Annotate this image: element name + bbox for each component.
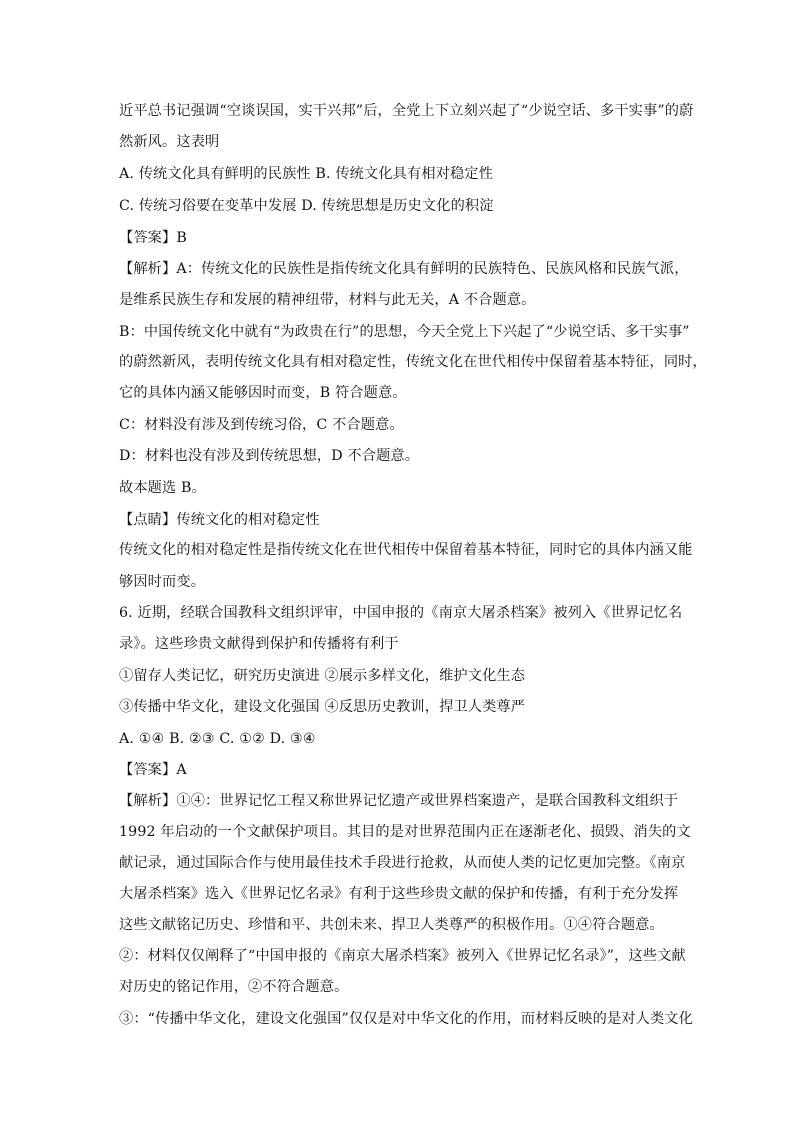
analysis-line: 的蔚然新风，表明传统文化具有相对稳定性，传统文化在世代相传中保留着基本特征，同时， <box>119 354 707 370</box>
tip-heading: 【点睛】传统文化的相对稳定性 <box>119 512 320 528</box>
analysis-line: C：材料没有涉及到传统习俗，C 不合题意。 <box>119 417 404 433</box>
analysis-line: 大屠杀档案》选入《世界记忆名录》有利于这些珍贵文献的保护和传播，有利于充分发挥 <box>119 886 679 902</box>
analysis-line: 【解析】A：传统文化的民族性是指传统文化具有鲜明的民族特色、民族风格和民族气派， <box>119 261 689 277</box>
answer-line: 【答案】B <box>119 230 187 246</box>
question-option-line: A. 传统文化具有鲜明的民族性 B. 传统文化具有相对稳定性 <box>119 166 494 182</box>
question-option-line: ③传播中华文化，建设文化强国 ④反思历史教训，捍卫人类尊严 <box>119 699 526 715</box>
tip-line: 够因时而变。 <box>119 574 206 590</box>
answer-line: 【答案】A <box>119 762 187 778</box>
analysis-line: ②：材料仅仅阐释了“中国申报的《南京大屠杀档案》被列入《世界记忆名录》”，这些文献 <box>119 948 686 964</box>
analysis-line: 1992 年启动的一个文献保护项目。其目的是对世界范围内正在逐渐老化、损毁、消失的文 <box>119 824 691 840</box>
tip-line: 传统文化的相对稳定性是指传统文化在世代相传中保留着基本特征，同时它的具体内涵又能 <box>119 542 693 558</box>
analysis-line: 是维系民族生存和发展的精神纽带，材料与此无关，A 不合题意。 <box>119 292 536 308</box>
analysis-line: 献记录，通过国际合作与使用最佳技术手段进行抢救，从而使人类的记忆更加完整。《南京 <box>119 855 686 871</box>
question-stem: 录》。这些珍贵文献得到保护和传播将有利于 <box>119 636 399 652</box>
analysis-line: D：材料也没有涉及到传统思想，D 不合题意。 <box>119 448 420 464</box>
analysis-line: 这些文献铭记历史、珍惜和平、共创未来、捍卫人类尊严的积极作用。①④符合题意。 <box>119 917 664 933</box>
question-option-line: C. 传统习俗要在变革中发展 D. 传统思想是历史文化的积淀 <box>119 198 494 214</box>
analysis-line: 它的具体内涵又能够因时而变，B 符合题意。 <box>119 385 407 401</box>
question-option-line: ①留存人类记忆，研究历史演进 ②展示多样文化，维护文化生态 <box>119 668 526 684</box>
text-line: 然新风。这表明 <box>119 134 220 150</box>
text-line: 近平总书记强调“空谈误国，实干兴邦”后，全党上下立刻兴起了“少说空话、多干实事”的蔚 <box>119 103 694 119</box>
analysis-line: 【解析】①④：世界记忆工程又称世界记忆遗产或世界档案遗产，是联合国教科文组织于 <box>119 793 679 809</box>
analysis-line: 对历史的铭记作用，②不符合题意。 <box>119 979 349 995</box>
question-stem: 6. 近期，经联合国教科文组织评审，中国申报的《南京大屠杀档案》被列入《世界记忆名 <box>119 605 683 621</box>
analysis-line: ③：“传播中华文化，建设文化强国”仅仅是对中华文化的作用，而材料反映的是对人类文化 <box>119 1011 693 1027</box>
question-option-line: A. ①④ B. ②③ C. ①② D. ③④ <box>119 731 316 747</box>
analysis-line: 故本题选 B。 <box>119 480 206 496</box>
analysis-line: B：中国传统文化中就有“为政贵在行”的思想，今天全党上下兴起了“少说空话、多干实事” <box>119 324 690 340</box>
